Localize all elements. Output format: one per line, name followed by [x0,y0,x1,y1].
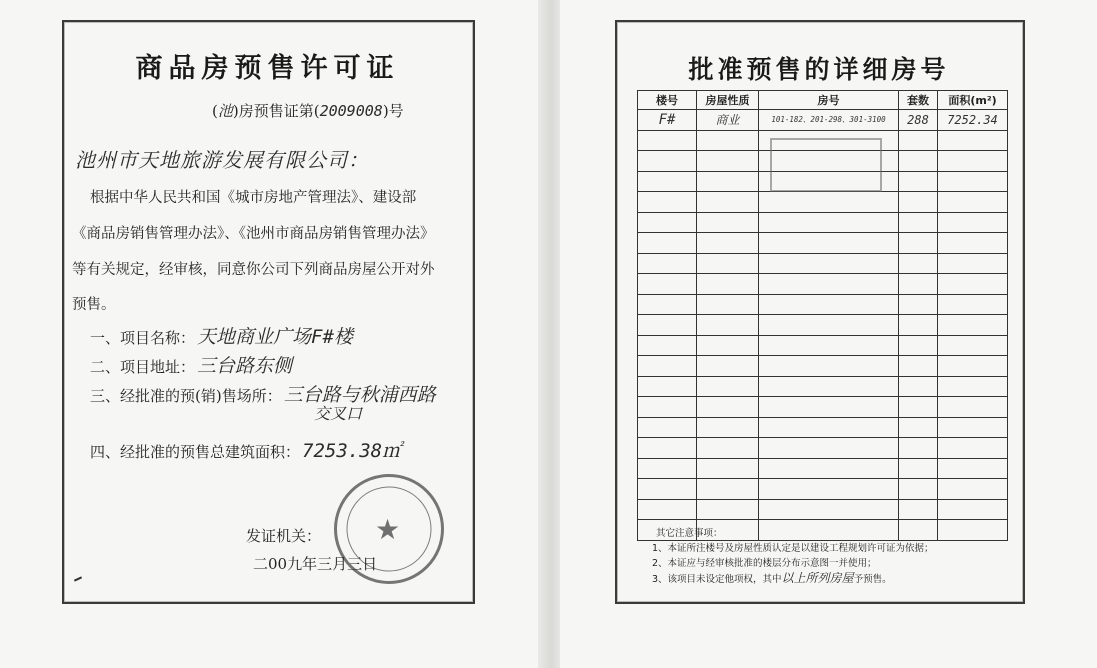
table-cell [899,315,938,336]
table-cell [899,151,938,172]
table-cell [638,417,697,438]
table-cell [899,335,938,356]
table-cell [938,397,1008,418]
table-cell [638,130,697,151]
table-cell [938,151,1008,172]
cert-middle: )房预售证第( [232,102,320,120]
cell-room-numbers: 101-182、201-298、301-3100 [759,110,899,131]
table-cell [759,274,899,295]
table-cell [938,458,1008,479]
cell-unit-count: 288 [899,110,938,131]
table-row [638,356,1008,377]
note-line-3-prefix: 3、该项目未设定他项权，其中 [652,574,782,585]
table-cell [899,417,938,438]
table-cell [938,376,1008,397]
table-cell [938,294,1008,315]
table-cell [697,499,759,520]
item-project-name [90,322,353,349]
table-cell [697,171,759,192]
note-line-3 [652,571,934,587]
rubber-stamp [770,138,882,192]
table-cell [899,274,938,295]
company-name: 池州市天地旅游发展有限公司： [75,148,369,172]
item-sales-location [90,380,436,407]
table-cell [638,499,697,520]
table-cell [759,233,899,254]
table-row [638,212,1008,233]
table-cell [638,438,697,459]
table-cell [899,212,938,233]
table-cell [697,151,759,172]
table-cell [638,356,697,377]
body-line-3: 等有关规定，经审核，同意你公司下列商品房屋公开对外 [72,262,435,278]
seal-star-icon: ★ [375,513,401,546]
item-value: 三台路与秋浦西路 [283,384,436,406]
cell-building: F# [638,110,697,131]
table-cell [638,151,697,172]
table-row [638,192,1008,213]
table-cell [899,294,938,315]
table-cell [697,479,759,500]
table-row [638,479,1008,500]
table-cell [638,479,697,500]
table-cell [638,376,697,397]
table-cell [638,274,697,295]
table-row [638,438,1008,459]
table-cell [938,253,1008,274]
table-cell [759,335,899,356]
table-cell [759,253,899,274]
body-line-1: 根据中华人民共和国《城市房地产管理法》、建设部 [90,190,417,206]
table-cell [697,253,759,274]
cert-prefix: ( [212,102,218,120]
table-cell [697,438,759,459]
table-cell [938,335,1008,356]
table-cell [899,130,938,151]
issue-date: 二00九年三月三日 [253,555,378,573]
table-cell [899,397,938,418]
table-cell [899,171,938,192]
table-cell [638,315,697,336]
table-cell [938,479,1008,500]
table-cell [759,417,899,438]
cell-property-type: 商业 [697,110,759,131]
note-line-3-suffix: 予预售。 [853,574,892,585]
table-cell [638,335,697,356]
item-label: 四、经批准的预售总建筑面积： [90,443,301,461]
table-cell [697,315,759,336]
table-row [638,233,1008,254]
table-cell [899,233,938,254]
table-cell [638,253,697,274]
header-room-numbers: 房号 [759,91,899,110]
issuing-authority: 发证机关： [246,527,322,545]
table-cell [938,356,1008,377]
table-cell [638,397,697,418]
detail-title: 批准预售的详细房号 [688,55,950,84]
notes-heading: 其它注意事项： [656,528,723,539]
item-value: 三台路东侧 [197,355,293,377]
item-label: 一、项目名称： [90,329,196,347]
table-cell [697,274,759,295]
table-cell [938,212,1008,233]
item-project-address [90,351,292,378]
table-cell [697,192,759,213]
table-cell [938,315,1008,336]
table-cell [759,376,899,397]
note-line-1: 1、本证所注楼号及房屋性质认定是以建设工程规划许可证为依据； [652,543,934,554]
table-cell [938,438,1008,459]
table-row [638,335,1008,356]
table-cell [759,499,899,520]
table-cell [938,192,1008,213]
table-cell [899,458,938,479]
table-cell [638,171,697,192]
table-cell [697,458,759,479]
header-unit-count: 套数 [899,91,938,110]
table-cell [759,458,899,479]
table-cell [938,233,1008,254]
table-cell [697,233,759,254]
table-cell [638,192,697,213]
note-line-3-handwritten: 以上所列房屋 [781,571,854,585]
item-total-area [90,436,401,463]
table-cell [697,212,759,233]
certificate-number [212,100,404,121]
cell-area: 7252.34 [938,110,1008,131]
cert-district: 池 [217,102,233,120]
table-cell [759,212,899,233]
table-row [638,499,1008,520]
table-row [638,315,1008,336]
table-row [638,274,1008,295]
table-cell [938,417,1008,438]
table-row [638,294,1008,315]
header-building: 楼号 [638,91,697,110]
table-cell [899,499,938,520]
table-row [638,417,1008,438]
table-cell [899,438,938,459]
table-cell [697,335,759,356]
table-cell [638,233,697,254]
table-cell [899,253,938,274]
notes [652,526,934,587]
body-line-2: 《商品房销售管理办法》、《池州市商品房销售管理办法》 [72,226,435,242]
table-cell [938,130,1008,151]
item-label: 三、经批准的预(销)售场所： [90,387,282,405]
header-property-type: 房屋性质 [697,91,759,110]
table-row [638,458,1008,479]
table-cell [638,294,697,315]
table-cell [759,397,899,418]
item-sales-location-cont: 交叉口 [314,404,363,423]
table-cell [899,192,938,213]
table-row [638,253,1008,274]
note-line-2: 2、本证应与经审核批准的楼层分布示意图一并使用； [652,558,877,569]
table-cell [759,192,899,213]
table-cell [938,520,1008,541]
table-row [638,397,1008,418]
table-cell [697,294,759,315]
permit-title: 商品房预售许可证 [135,53,400,84]
table-cell [938,499,1008,520]
table-cell [638,458,697,479]
table-cell [697,130,759,151]
header-area: 面积(m²) [938,91,1008,110]
table-cell [899,356,938,377]
table-cell [697,417,759,438]
cert-suffix: )号 [382,102,404,120]
table-cell [938,171,1008,192]
table-cell [759,479,899,500]
table-cell [697,356,759,377]
table-cell [759,438,899,459]
table-cell [899,479,938,500]
table-header-row [638,91,1008,110]
table-cell [759,356,899,377]
item-value: 天地商业广场F#楼 [197,326,353,348]
table-row [638,110,1008,131]
table-cell [697,397,759,418]
table-cell [938,274,1008,295]
body-line-4: 预售。 [72,297,116,313]
table-cell [759,315,899,336]
table-row [638,376,1008,397]
table-cell [759,294,899,315]
table-cell [697,376,759,397]
table-cell [638,212,697,233]
table-cell [899,376,938,397]
item-label: 二、项目地址： [90,358,196,376]
cert-number-value: 2009008 [319,102,383,120]
item-value: 7253.38㎡ [302,440,402,462]
